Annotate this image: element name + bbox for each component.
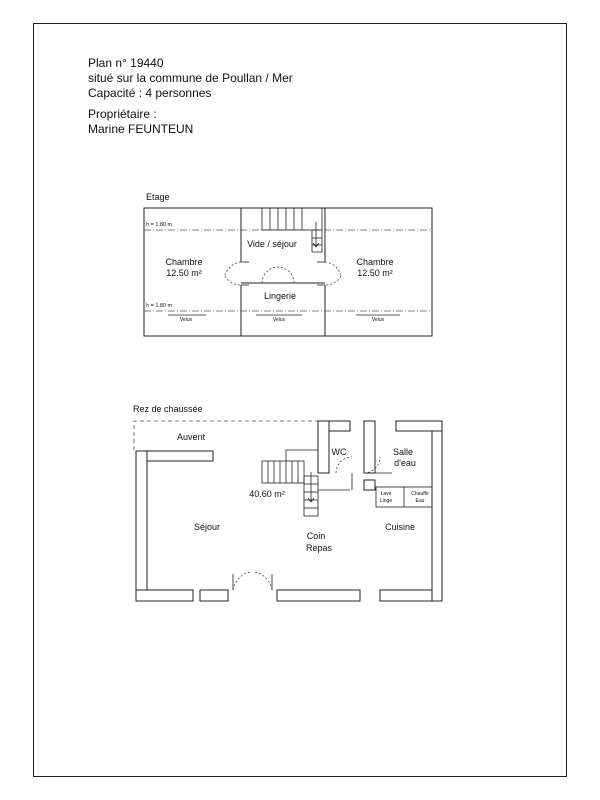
room-label-dining-line1: Coin	[306, 531, 326, 541]
ceiling-height-note-bottom: h = 1.80 m	[146, 303, 173, 309]
plan-number: Plan n° 19440	[88, 56, 164, 70]
velux-label-1: Velux	[179, 317, 193, 323]
ground-floor-area: 40.60 m²	[249, 489, 285, 499]
room-area-bedroom-right: 12.50 m²	[357, 268, 393, 278]
room-label-bedroom-right: Chambre	[356, 257, 394, 267]
washer-label-line2: Linge	[379, 498, 393, 504]
water-heater-label-line1: Chauffe	[411, 491, 429, 497]
ground-floor-plan	[133, 404, 442, 601]
room-label-living: Séjour	[193, 522, 221, 532]
upper-floor-title: Etage	[146, 192, 170, 202]
plan-capacity: Capacité : 4 personnes	[88, 86, 212, 100]
room-label-linen: Lingerie	[263, 291, 297, 301]
room-label-void: Vide / séjour	[247, 239, 297, 249]
appliance-box	[376, 487, 432, 507]
owner-label: Propriétaire :	[88, 107, 157, 121]
water-heater-label-line2: Eau	[415, 498, 425, 504]
room-label-bathroom-line2: d'eau	[394, 458, 416, 468]
room-label-awning: Auvent	[176, 432, 206, 442]
room-label-wc: WC	[331, 447, 347, 457]
linen-door-swing	[262, 267, 294, 283]
velux-label-2: Velux	[272, 317, 286, 323]
upper-door-leaves	[241, 262, 325, 285]
owner-name: Marine FEUNTEUN	[88, 122, 194, 136]
room-label-bedroom-left: Chambre	[165, 257, 203, 267]
upper-door-swings	[225, 262, 341, 285]
ground-floor-title: Rez de chaussée	[133, 404, 203, 414]
velux-label-3: Velux	[371, 317, 385, 323]
upper-floor-plan	[144, 192, 432, 336]
ground-door-swings	[233, 457, 380, 590]
awning-outline	[134, 421, 318, 450]
ground-staircase	[262, 450, 318, 516]
room-label-bathroom-line1: Salle	[392, 447, 414, 457]
washer-label-line1: Lave	[380, 491, 392, 497]
ceiling-height-note-top: h = 1.80 m	[146, 222, 173, 228]
room-area-bedroom-left: 12.50 m²	[166, 268, 202, 278]
room-label-dining-line2: Repas	[305, 543, 333, 553]
plan-location: situé sur la commune de Poullan / Mer	[88, 71, 293, 85]
room-label-kitchen: Cuisine	[384, 522, 416, 532]
